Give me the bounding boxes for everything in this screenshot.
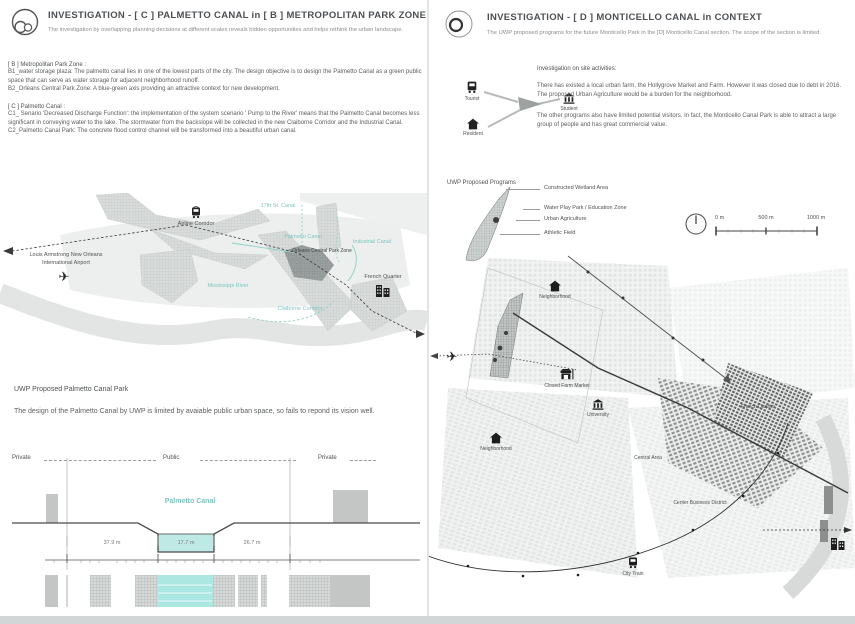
section-b-heading: [ B ] Metropolitan Park Zone :	[8, 62, 87, 68]
buildings-icon	[375, 283, 391, 297]
label-private-right: Private	[318, 455, 337, 461]
label-city-train: City Train	[622, 571, 644, 577]
north-compass-icon	[684, 212, 708, 236]
label-student: Student	[560, 106, 578, 112]
program-item-3: Athletic Field	[544, 230, 576, 236]
label-claiborne-corridor: Claiborne Corridor	[277, 306, 323, 312]
market-icon	[560, 368, 575, 380]
tourist-tram-icon	[466, 80, 478, 94]
label-neighborhood-left: Neighborhood	[480, 446, 512, 452]
city-train-tram-icon	[628, 556, 639, 569]
leader-line	[500, 234, 540, 235]
label-private-left: Private	[12, 455, 31, 461]
university-icon	[592, 398, 605, 410]
section-c-line2: C2_Palmetto Canal Park: The concrete flood control channel will be transformed into a beautiful urban canal.	[8, 128, 297, 135]
label-neighborhood-top: Neighborhood	[539, 294, 571, 300]
scale-1000: 1000 m	[806, 215, 826, 221]
section-canal-label: Palmetto Canal	[164, 498, 216, 505]
label-industrial-canal: Industrial Canal	[352, 239, 392, 245]
label-airline-corridor: Airline Corridor	[177, 221, 215, 227]
label-french-quarter: French Quarter	[364, 274, 402, 280]
left-panel-title: INVESTIGATION - [ C ] PALMETTO CANAL in [ B ] METROPOLITAN PARK ZONE	[48, 10, 427, 21]
uwp-palmetto-body: The design of the Palmetto Canal by UWP is limited by avaiable public urban space, so fails to repond its vision well.	[14, 408, 375, 415]
section-c-line1: C1_ Senario 'Decreased Discharge Function': the implementation of the system scenario ' Pump to the River' means that the Palmetto Canal becomes less significant in conveying water to the lake. The stormwater from the backslope will be collected in the new Claiborne Corridor and the Industrial Canal.	[8, 111, 420, 126]
label-airport-line1: Louis Armstrong New Orleans	[29, 252, 103, 258]
activities-p1: There has existed a local urban farm, the Hollygrove Market and Farm. However it was closed due to debt in 2016. The proposed Urban Agriculture would be a burden for the neighborhood.	[537, 83, 842, 98]
panel-palmetto	[0, 0, 427, 616]
left-panel-subtitle: The investigation by overlapping planning decisions at different scales reveals hidden opportunities and helps rethink the urban landscape.	[48, 27, 404, 33]
section-b-line2: B2_Orleans Central Park Zone: A blue-green axis providing an attractive context for new development.	[8, 86, 280, 93]
programs-heading: UWP Proposed Programs	[447, 180, 516, 186]
airplane-icon: ✈	[58, 269, 70, 284]
buildings-icon	[830, 536, 846, 550]
section-b-text	[8, 62, 424, 94]
label-cbd: Center Business District	[673, 500, 727, 506]
label-palmetto-canal: Palmetto Canal	[284, 234, 322, 240]
scale-bar	[715, 226, 819, 236]
label-university: University	[587, 412, 609, 418]
panel-monticello	[428, 0, 855, 616]
uwp-palmetto-heading: UWP Proposed Palmetto Canal Park	[14, 386, 129, 393]
label-17th-st-canal: 17th St. Canal	[260, 203, 296, 209]
label-resident: Resident	[463, 131, 483, 137]
program-item-2: Urban Agriculture	[544, 216, 587, 222]
bottom-edge	[0, 616, 855, 624]
dim-right: 26.7 m	[243, 540, 261, 546]
label-tourist: Tourist	[464, 96, 480, 102]
house-icon	[490, 432, 503, 444]
resident-house-icon	[467, 118, 480, 130]
program-item-0: Constructed Wetland Area	[544, 185, 609, 191]
dim-left: 37.9 m	[103, 540, 121, 546]
leader-line	[516, 220, 540, 221]
label-closed-farm-market: Closed Farm Market	[544, 383, 590, 389]
activities-heading: Investigation on site activities:	[537, 66, 617, 72]
panel-divider	[427, 0, 429, 616]
section-c-heading: [ C ] Palmetto Canal :	[8, 104, 66, 110]
label-public: Public	[163, 455, 180, 461]
right-panel-subtitle: The UWP proposed programs for the future Monticello Park in the [D] Monticello Canal section. The scope of the section is limited.	[487, 30, 821, 36]
label-airport-line2: International Airport	[42, 260, 90, 266]
label-central-area: Central Area	[634, 455, 662, 461]
tram-icon	[191, 206, 202, 219]
airplane-icon: ✈	[446, 349, 458, 364]
dim-mid: 17.7 m	[177, 540, 195, 546]
section-b-line1: B1_water storage plaza: The palmetto canal lies in one of the lowest parts of the city. The design objective is to design the Palmetto Canal as a green public space that can serve as water storage for adjacent neighborhood runoff.	[8, 69, 422, 84]
program-item-1: Water Play Park / Education Zone	[544, 205, 627, 211]
leader-line	[523, 209, 540, 210]
canal-section-drawing	[0, 452, 427, 614]
right-panel-title: INVESTIGATION - [ D ] MONTICELLO CANAL in CONTEXT	[487, 12, 763, 23]
label-mississippi-river: Mississippi River	[207, 283, 249, 289]
leader-line	[506, 189, 540, 190]
logo-c-icon	[8, 6, 42, 40]
scale-0: 0 m	[715, 215, 725, 221]
label-french-quarter-r: French Quarter	[741, 404, 775, 410]
monticello-context-map	[428, 248, 855, 614]
scale-500: 500 m	[758, 215, 774, 221]
activities-p2: The other programs also have limited potential visitors. In fact, the Monticello Canal Park is able to attract a large group of people and has great commercial value.	[537, 113, 837, 128]
section-c-text	[8, 104, 424, 136]
label-orleans-zone: Orleans Central Park Zone	[292, 248, 352, 254]
house-icon	[549, 280, 562, 292]
logo-d-icon	[442, 7, 476, 41]
